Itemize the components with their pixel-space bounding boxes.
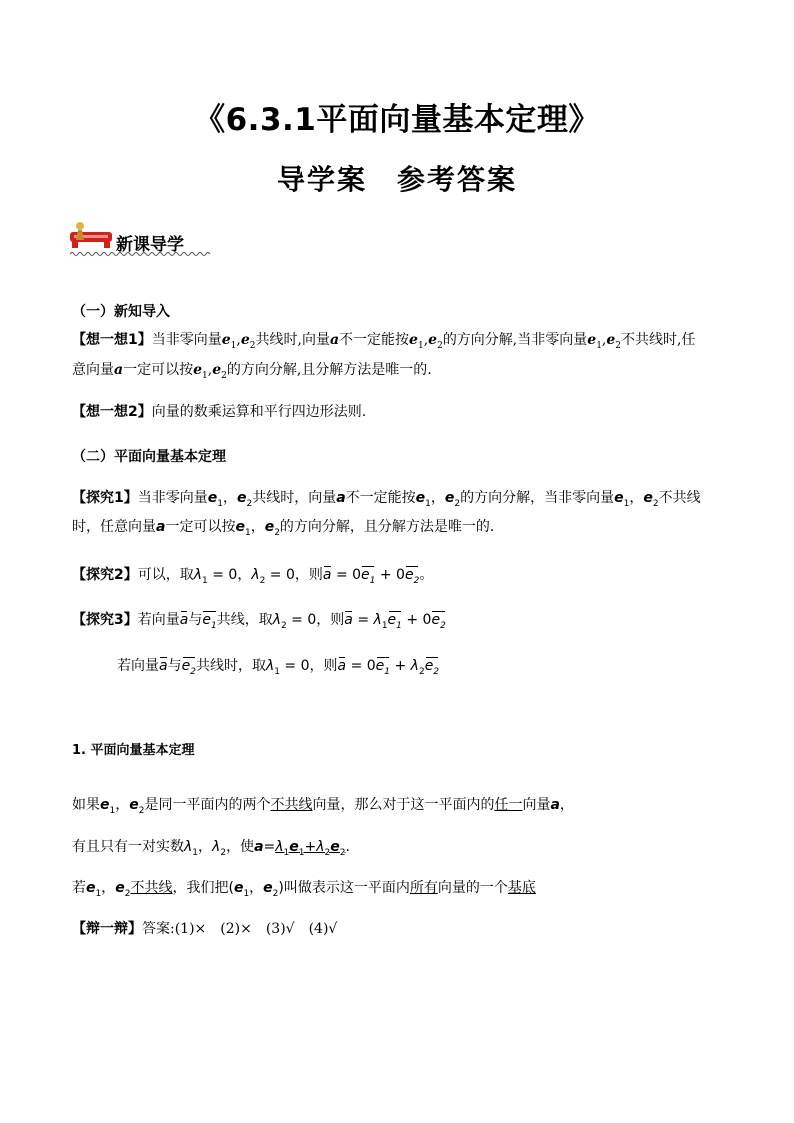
judge-label: 【辩一辩】 [72,921,142,937]
explore1-line2: 时，任意向量a一定可以按$e_1$，$e_2$的方向分解，且分解方法是唯一的． [72,519,504,538]
think1-line1: 【想一想1】当非零向量$e_1,e_2$共线时,向量a不一定能按$e_1,e_2$的方向分解,当非零向量$e_1,e_2$不共线时,任 [72,332,696,351]
theorem-line2: 有且只有一对实数$\lambda_1$，$\lambda_2$，使$a=\lambda_1e_1+\lambda_2e_2$. [72,839,350,858]
wavy-underline [70,251,212,257]
section-heading-intro: （一）新知导入 [72,304,170,320]
think2-label: 【想一想2】 [72,404,152,420]
explore2-line: 【探究2】可以，取$\lambda_1 = 0$，$\lambda_2 = 0$，则$a = 0e_1 + 0e_2$。 [72,565,433,591]
think1-label: 【想一想1】 [72,332,152,348]
explore3-line2: 若向量a与$e_2$共线时，取$\lambda_1 = 0$，则$a = 0e_1 + \lambda_2e_2$ [117,656,439,682]
think1-line2: 意向量a一定可以按$e_1,e_2$的方向分解,且分解方法是唯一的. [72,362,432,381]
theorem-line3: 若$e_1$，$e_2$不共线，我们把($e_1$，$e_2$)叫做表示这一平面内所有向量的一个基底 [72,880,536,899]
theorem-line1: 如果$e_1$，$e_2$是同一平面内的两个不共线向量，那么对于这一平面内的任一向量a， [72,797,574,816]
page-subtitle: 导学案 参考答案 [276,163,517,196]
judge-line: 【辩一辩】答案:(1)× (2)× (3)√ (4)√ [72,921,338,937]
lesson-logo-icon [68,220,116,250]
lesson-section-label: 新课导学 [116,235,184,255]
explore2-label: 【探究2】 [72,567,138,583]
theorem-heading: 1. 平面向量基本定理 [72,743,195,758]
explore3-label: 【探究3】 [72,612,138,628]
explore1-label: 【探究1】 [72,490,138,506]
explore1-line1: 【探究1】当非零向量$e_1$，$e_2$共线时，向量a不一定能按$e_1$，$e_2$的方向分解，当非零向量$e_1$，$e_2$不共线 [72,490,701,509]
think2-line: 【想一想2】向量的数乘运算和平行四边形法则. [72,404,367,420]
section-heading-theorem: （二）平面向量基本定理 [72,449,226,465]
explore3-line1: 【探究3】若向量a与$e_1$共线，取$\lambda_2 = 0$，则$a = \lambda_1e_1 + 0e_2$ [72,610,446,636]
page-title: 《6.3.1平面向量基本定理》 [194,102,600,138]
